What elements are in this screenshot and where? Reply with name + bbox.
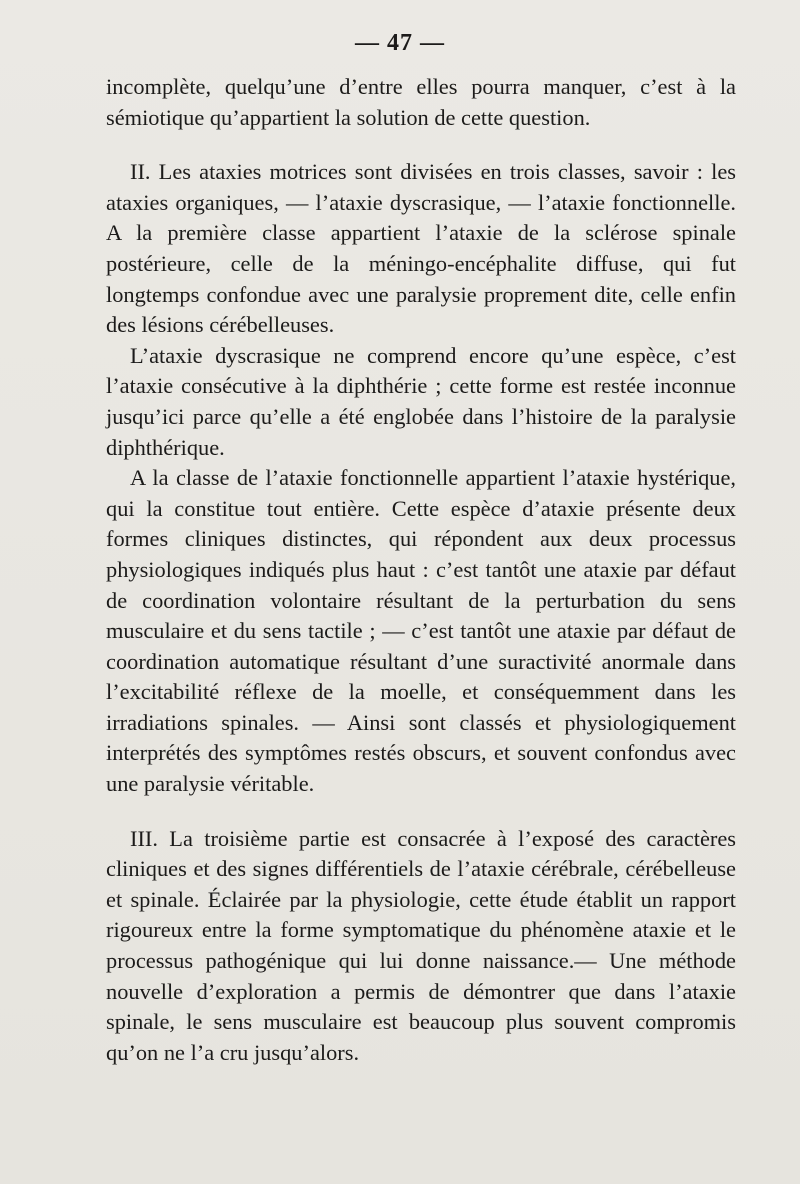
paragraph-continuation: incomplète, quelqu’une d’entre elles pourra manquer, c’est à la sémiotique qu’appartient la solution de cette question.	[106, 74, 736, 130]
paragraph-ataxie-dyscrasique: L’ataxie dyscrasique ne comprend encore qu’une espèce, c’est l’ataxie consécutive à la diphthérie ; cette forme est restée inconnue jusqu’ici parce qu’elle a été englobée dans l’histoire de la paralysie diphthérique.	[106, 342, 736, 460]
paragraph-section-iii: III. La troisième partie est consacrée à l’exposé des caractères cliniques et des signes différentiels de l’ataxie cérébrale, cérébelleuse et spinale. Éclairée par la physiologie, cette étude établit un rapport rigoureux entre la forme symptomatique du phénomène ataxie et le processus pathogénique qui lui donne naissance.— Une méthode nouvelle d’exploration a permis de démontrer que dans l’ataxie spinale, le sens musculaire est beaucoup plus souvent compromis qu’on ne l’a cru jusqu’alors.	[106, 825, 736, 1065]
paragraph-ataxie-fonctionnelle: A la classe de l’ataxie fonctionnelle appartient l’ataxie hystérique, qui la constitue tout entière. Cette espèce d’ataxie présente deux formes cliniques distinctes, qui répondent aux deux processus physiologiques indiqués plus haut : c’est tantôt une ataxie par défaut de coordination volontaire résultant de la perturbation du sens musculaire et du sens tactile ; — c’est tantôt une ataxie par défaut de coordination automatique résultant d’une suractivité anormale dans l’excitabilité réflexe de la moelle, et conséquemment dans les irradiations spinales. — Ainsi sont classés et physiologiquement interprétés des symptômes restés obscurs, et souvent confondus avec une paralysie véritable.	[106, 465, 736, 797]
page-number: — 47 —	[355, 30, 445, 56]
body-text	[106, 72, 736, 1068]
paragraph-section-ii: II. Les ataxies motrices sont divisées en trois classes, savoir : les ataxies organiques, — l’ataxie dyscrasique, — l’ataxie fonctionnelle. A la première classe appartient l’ataxie de la sclérose spinale postérieure, celle de la méningo-encéphalite diffuse, qui fut longtemps confondue avec une paralysie proprement dite, celle enfin des lésions cérébelleuses.	[106, 159, 736, 338]
